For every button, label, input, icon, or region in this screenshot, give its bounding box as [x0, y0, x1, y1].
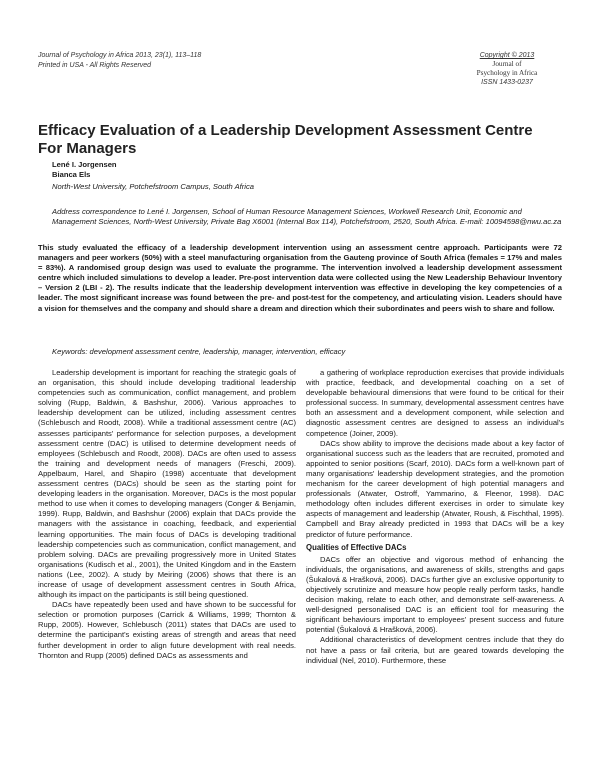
body-paragraph: a gathering of workplace reproduction exercises that provide individuals with practice, feedback, and developmental coaching on a set of developable behavioural dimensions that were found to be critical for their professional success. In summary, developmental assessment centres have both an assessment and a development component, while selection and diagnostic assessment centres are designed to assess an individual's competence (Joiner, 2009).	[306, 368, 564, 438]
paper-title: Efficacy Evaluation of a Leadership Development Assessment Centre For Managers	[38, 122, 533, 157]
body-column-right	[306, 368, 564, 666]
correspondence-address: Address correspondence to Lené I. Jorgensen, School of Human Resource Management Sciences, Workwell Research Unit, Economic and Management Sciences, North-West University, Private Bag X6001 (Internal Box 114), Potchefstroom, 2520, South Africa. E-mail: 10094598@nwu.ac.za	[52, 207, 562, 227]
body-column-left	[38, 368, 296, 661]
copyright-notice: Copyright © 2013	[479, 52, 535, 59]
affiliation: North-West University, Potchefstroom Campus, South Africa	[52, 182, 255, 191]
section-heading: Qualities of Effective DACs	[306, 542, 407, 552]
author-name: Lené I. Jorgensen	[52, 160, 117, 169]
journal-citation	[38, 51, 201, 71]
author-name: Bianca Els	[52, 170, 91, 179]
body-paragraph: DACs offer an objective and vigorous method of enhancing the individuals, the organisations, and awareness of skills, strengths and gaps (Šukalová & Hrašková, 2006). DACs further give an exclusive opportunity to objectively scrutinize and measure how people really perform tasks, handle decision making, relate to each other, and demonstrate self-awareness. A well-designed personalised DAC is an efficient tool for measuring the significant behaviours important to employees' present success and future potential (Šukalová & Hrašková, 2006).	[306, 554, 564, 635]
journal-name-line-2: Psychology in Africa	[476, 69, 538, 77]
body-paragraph: DACs have repeatedly been used and have shown to be successful for selection or promotion purposes (Carrick & Williams, 1999; Thornton & Rupp, 2005). However, Schlebusch (2011) states that DACs are used to determine the participant's existing areas of strength and areas that need further development in order to align future development with real needs. Thornton and Rupp (2005) defined DACs as assessments and	[38, 600, 296, 660]
citation-line-2: Printed in USA - All Rights Reserved	[38, 62, 152, 69]
journal-name-line-1: Journal of	[492, 60, 522, 68]
abstract: This study evaluated the efficacy of a leadership development intervention using an assessment centre approach. Participants were 72 managers and peer workers (50%) with a steel manufacturing organisation from the Gauteng province of South Africa (females = 17% and males = 83%). A randomised group design was used to evaluate the programme. The intervention involved a leadership development assessment centre which included simulations to develop a leader. Pre-post intervention data were collected using the New Leadership Behaviour Inventory – Version 2 (LBI - 2). The results indicate that the leadership development intervention was effective in developing the key competencies of a leader. The most significant increase was found between the pre- and post-test for the competency, and articulating vision. Leaders should have a vision for themselves and the company and should share a dream and direction which their subordinates and peers wish to share and follow.	[38, 243, 562, 313]
keywords: Keywords: development assessment centre, leadership, manager, intervention, efficacy	[52, 347, 346, 356]
body-paragraph: Leadership development is important for reaching the strategic goals of an organisation, this should include developing traditional leadership competencies such as communication, conflict management, and problem solving (Rupp, Baldwin, & Bashshur, 2006). Various approaches to leadership development can be utilized, including assessment centres (Schlebusch and Roodt, 2008). While a traditional assessment centre (AC) assesses participants' performance for selection purposes, a development assessment centre (DAC) is utilised to determine development needs of employees (Schlebusch and Roodt, 2008). DACs are often used to assess the training and development needs of managers (Freschi, 2009). Appelbaum, Harel, and Shapiro (1998) accentuate that development assessment centres (DACs) should be seen as the starting point for developing leaders in the organisation. Moreover, DACs is the most popular method to use when it comes to developing managers (Conger & Benjamin, 1999). Rupp, Baldwin, and Bashshur (2006) explain that DACs provide the managers with the assistance in coaching, feedback, and experiential learning opportunities. The main focus of DACs is developing traditional leadership competencies such as communication, conflict management, and problem solving. DACs are prevailing progressively more in United States organisations (Kudisch et al., 2001), the United Kingdom and in the Eastern nations (Lee, 2002). A study by Meiring (2006) shows that there is an increase of usage of development assessment centres in South Africa, although its impact on the participants is still being questioned.	[38, 368, 296, 600]
citation-line-1: Journal of Psychology in Africa 2013, 23(1), 113–118	[38, 52, 202, 59]
issn: ISSN 1433-0237	[481, 79, 533, 86]
journal-masthead	[452, 51, 562, 87]
body-paragraph: DACs show ability to improve the decisions made about a key factor of organisational success such as the leaders that are recruited, promoted and appointed to senior positions (Scarf, 2010). DACs form a well-known part of many organisations' leadership development strategies, and the promotion mechanism for the career development of high potential managers and professionals (Atwater, Ostroff, Yammarino, & Fleenor, 1998). DAC methodology often includes different exercises in order to simulate key aspects of management and leadership (Atwater, Roush, & Fischthal, 1995). Campbell and Bray already predicted in 1993 that DACs will be a key predictor of future performance.	[306, 438, 564, 539]
author-list	[52, 160, 117, 180]
body-paragraph: Additional characteristics of development centres include that they do not have a pass or fail criteria, but are geared towards developing the individual (Nel, 2010). Furthermore, these	[306, 635, 564, 665]
